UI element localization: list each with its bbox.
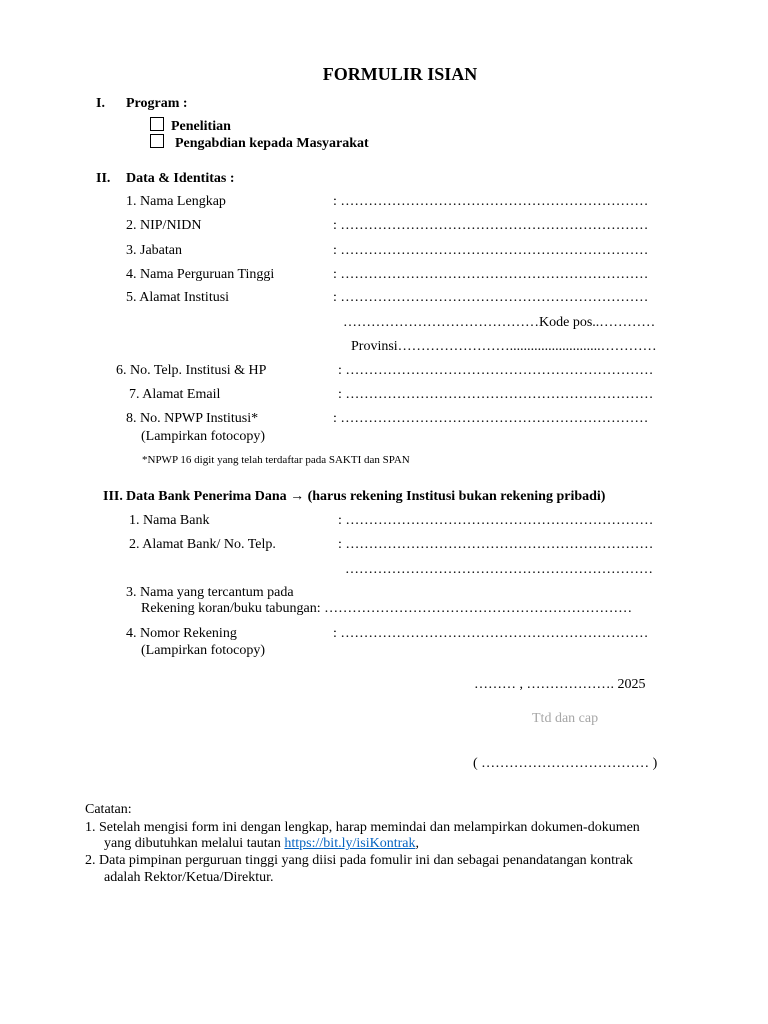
field-alamat-institusi-label: 5. Alamat Institusi — [126, 290, 230, 305]
note-1-line-2-text: yang dibutuhkan melalui tautan — [104, 836, 285, 851]
field-perguruan-tinggi-label: 4. Nama Perguruan Tinggi — [126, 267, 275, 282]
field-jabatan-label: 3. Jabatan — [126, 243, 182, 258]
section-3-heading: Data Bank Penerima Dana → (harus rekening Institusi bukan rekening pribadi) — [126, 489, 606, 504]
field-nip-blank[interactable]: : ………………………………………………………… — [333, 218, 649, 233]
checkbox-penelitian[interactable] — [150, 117, 164, 131]
signature-name-line[interactable]: ( ……………………………… ) — [473, 756, 658, 771]
note-2-line-2: adalah Rektor/Ketua/Direktur. — [104, 870, 274, 885]
field-kode-pos-line[interactable]: ……………………………………Kode pos..………… — [343, 315, 656, 330]
field-telp-blank[interactable]: : ………………………………………………………… — [338, 363, 654, 378]
section-2-heading: Data & Identitas : — [126, 171, 235, 186]
field-telp-label: 6. No. Telp. Institusi & HP — [116, 363, 267, 378]
note-1-line-2 — [104, 836, 419, 852]
section-1-number: I. — [96, 96, 105, 111]
field-nama-rekening-label: 3. Nama yang tercantum pada — [126, 585, 294, 600]
section-2-number: II. — [96, 171, 111, 186]
field-email-label: 7. Alamat Email — [129, 387, 221, 402]
section-3-number: III. — [103, 489, 123, 504]
field-npwp-blank[interactable]: : ………………………………………………………… — [333, 411, 649, 426]
field-email-blank[interactable]: : ………………………………………………………… — [338, 387, 654, 402]
note-1-line-1: 1. Setelah mengisi form ini dengan lengkap, harap memindai dan melampirkan dokumen-dokumen — [85, 820, 640, 835]
field-perguruan-tinggi-blank[interactable]: : ………………………………………………………… — [333, 267, 649, 282]
checkbox-pengabdian[interactable] — [150, 134, 164, 148]
field-jabatan-blank[interactable]: : ………………………………………………………… — [333, 243, 649, 258]
field-nama-lengkap-label: 1. Nama Lengkap — [126, 194, 226, 209]
field-nama-bank-blank[interactable]: : ………………………………………………………… — [338, 513, 654, 528]
field-npwp-sublabel: (Lampirkan fotocopy) — [141, 429, 266, 444]
field-provinsi-line[interactable]: Provinsi……………………..........................………… — [351, 339, 657, 354]
note-2-line-1: 2. Data pimpinan perguruan tinggi yang diisi pada fomulir ini dan sebagai penandatangan kontrak — [85, 853, 633, 868]
field-alamat-institusi-blank[interactable]: : ………………………………………………………… — [333, 290, 649, 305]
signature-date-line[interactable]: ……… , ………………. 2025 — [474, 677, 646, 692]
field-alamat-bank-label: 2. Alamat Bank/ No. Telp. — [129, 537, 276, 552]
field-alamat-bank-blank[interactable]: : ………………………………………………………… — [338, 537, 654, 552]
option-penelitian-label: Penelitian — [171, 119, 231, 134]
field-alamat-bank-extra-line[interactable]: ………………………………………………………… — [345, 562, 653, 577]
field-nomor-rekening-sublabel: (Lampirkan fotocopy) — [141, 643, 266, 658]
npwp-footnote: *NPWP 16 digit yang telah terdaftar pada SAKTI dan SPAN — [142, 454, 410, 466]
field-nomor-rekening-blank[interactable]: : ………………………………………………………… — [333, 626, 649, 641]
field-nama-rekening-line[interactable]: Rekening koran/buku tabungan: ………………………………………………………… — [141, 601, 633, 616]
notes-heading: Catatan: — [85, 802, 132, 817]
isi-kontrak-link[interactable]: https://bit.ly/isiKontrak — [284, 836, 416, 851]
section-1-heading: Program : — [126, 96, 188, 111]
signature-stamp-hint: Ttd dan cap — [532, 711, 599, 726]
field-nama-lengkap-blank[interactable]: : ………………………………………………………… — [333, 194, 649, 209]
field-nama-bank-label: 1. Nama Bank — [129, 513, 210, 528]
note-1-line-2-suffix: , — [415, 836, 419, 851]
field-nomor-rekening-label: 4. Nomor Rekening — [126, 626, 237, 641]
field-npwp-label: 8. No. NPWP Institusi* — [126, 411, 259, 426]
form-title: FORMULIR ISIAN — [322, 64, 478, 84]
field-nip-label: 2. NIP/NIDN — [126, 218, 202, 233]
option-pengabdian-label: Pengabdian kepada Masyarakat — [175, 136, 369, 151]
